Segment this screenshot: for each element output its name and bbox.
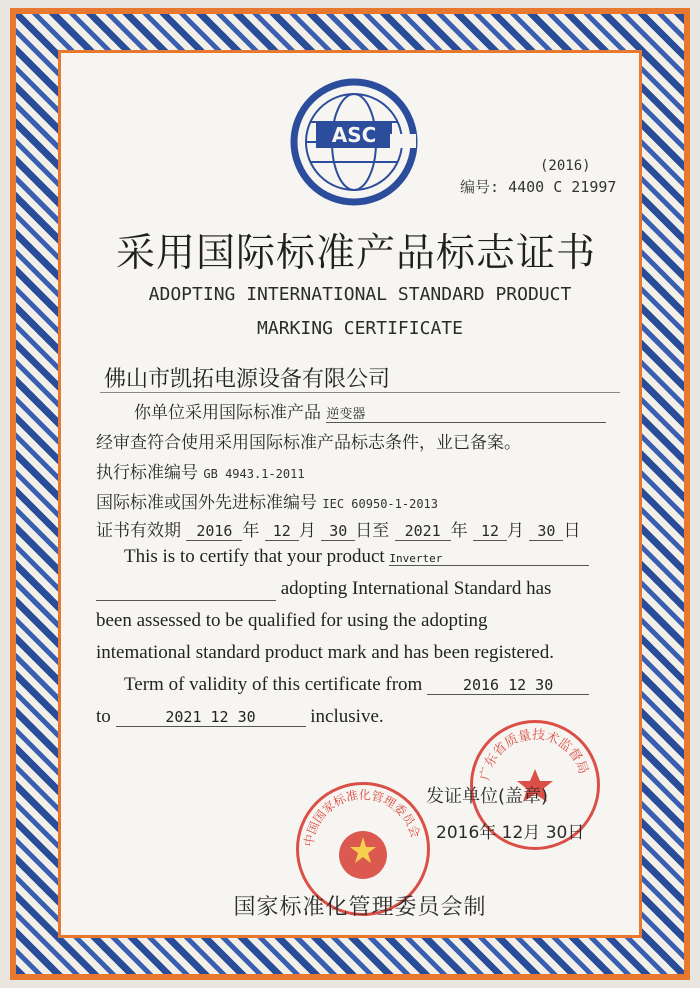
exec-standard-label: 执行标准编号 — [96, 463, 198, 483]
product-value-cn: 逆变器 — [326, 403, 606, 423]
validity-month-char-2: 月 — [507, 521, 525, 541]
en-from-date: 2016 12 30 — [427, 676, 589, 695]
intl-standard-label: 国际标准或国外先进标准编号 — [96, 493, 317, 513]
cert-number-label: 编号: — [460, 178, 500, 196]
footer-issuer: 国家标准化管理委员会制 — [233, 895, 487, 920]
exec-standard-line — [96, 458, 305, 483]
en-blank-underline — [96, 578, 276, 601]
product-line-cn — [134, 398, 606, 423]
en-adopting-text: adopting International Standard has — [280, 578, 552, 599]
title-chinese: 采用国际标准产品标志证书 — [115, 231, 596, 276]
intl-standard-value: IEC 60950-1-2013 — [322, 497, 438, 511]
validity-line-cn — [96, 516, 580, 541]
validity-year-char-2: 年 — [450, 521, 468, 541]
en-line2 — [96, 578, 551, 601]
en-line3: been assessed to be qualified for using the adopting — [96, 610, 488, 631]
en-inclusive: inclusive. — [310, 706, 384, 727]
validity-to-year: 2021 — [395, 522, 451, 541]
validity-label: 证书有效期 — [96, 521, 181, 541]
cert-number-year: (2016) — [540, 158, 591, 174]
validity-month-char: 月 — [298, 521, 316, 541]
en-line1 — [124, 546, 589, 568]
en-certify-text: This is to certify that your product — [124, 546, 385, 567]
en-term-text: Term of validity of this certificate from — [124, 674, 423, 695]
validity-from-year: 2016 — [186, 522, 242, 541]
cert-number-value: 4400 C 21997 — [508, 178, 617, 196]
en-product-value: Inverter — [389, 552, 589, 566]
validity-from-day: 30 — [321, 522, 355, 541]
seal-left-text: 中国国家标准化管理委员会 — [301, 787, 423, 848]
svg-text:ASC: ASC — [331, 123, 377, 147]
validity-to-month: 12 — [473, 522, 507, 541]
validity-to-char: 日至 — [355, 521, 390, 541]
issuer-label: 发证单位(盖章) — [426, 786, 549, 807]
title-english-line1: ADOPTING INTERNATIONAL STANDARD PRODUCT — [148, 284, 572, 305]
en-line4: intemational standard product mark and has been registered. — [96, 642, 554, 663]
exec-standard-value: GB 4943.1-2011 — [203, 467, 305, 481]
seal-right-text: 广东省质量技术监督局 — [478, 727, 591, 782]
intl-standard-line — [96, 488, 438, 513]
cert-number — [460, 176, 616, 197]
validity-year-char: 年 — [242, 521, 260, 541]
approval-text: 经审查符合使用采用国际标准产品标志条件，业已备案。 — [96, 433, 521, 453]
company-name: 佛山市凯拓电源设备有限公司 — [104, 367, 391, 392]
en-line6 — [96, 706, 384, 728]
en-to-label: to — [96, 706, 111, 727]
asc-logo-icon — [290, 78, 418, 206]
product-label: 你单位采用国际标准产品 — [134, 403, 321, 423]
issue-date: 2016年 12月 30日 — [436, 823, 585, 843]
en-line5 — [124, 674, 589, 696]
en-to-date: 2021 12 30 — [116, 708, 306, 727]
title-english-line2: MARKING CERTIFICATE — [257, 318, 463, 339]
validity-day-char: 日 — [563, 521, 581, 541]
validity-to-day: 30 — [529, 522, 563, 541]
company-underline — [100, 392, 620, 393]
validity-from-month: 12 — [265, 522, 299, 541]
